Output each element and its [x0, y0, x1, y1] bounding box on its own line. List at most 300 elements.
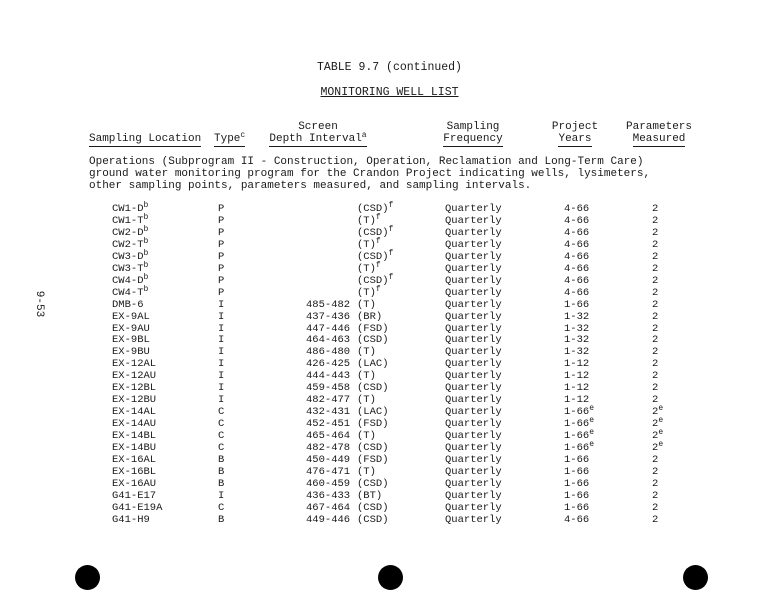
cell-parameters — [652, 358, 658, 370]
cell-parameters-footnote: e — [658, 416, 664, 426]
cell-location-text: EX-14BU — [112, 442, 157, 454]
cell-parameters-footnote: e — [658, 404, 664, 414]
cell-location-text: EX-12AU — [112, 370, 157, 383]
cell-unit — [357, 260, 381, 275]
cell-years — [564, 466, 589, 478]
cell-unit-text: (T) — [357, 370, 376, 383]
cell-years — [564, 502, 589, 514]
cell-unit-text: (CSD) — [357, 203, 389, 215]
cell-parameters — [652, 370, 658, 382]
cell-location-footnote: b — [143, 224, 149, 234]
cell-unit-text: (T) — [357, 346, 376, 359]
cell-frequency: Quarterly — [445, 310, 502, 323]
table-row — [0, 203, 779, 215]
cell-frequency: Quarterly — [445, 286, 502, 299]
cell-unit-text: (CSD) — [357, 513, 389, 526]
cell-type: P — [218, 214, 225, 227]
header-years-line2: Years — [558, 133, 592, 145]
cell-type: P — [218, 238, 225, 251]
cell-years — [564, 299, 589, 311]
cell-parameters — [652, 382, 658, 394]
cell-frequency: Quarterly — [445, 513, 502, 526]
cell-location-footnote: b — [143, 201, 149, 210]
cell-years-text: 1-66 — [564, 453, 590, 466]
cell-location-text: EX-9BL — [112, 334, 150, 347]
cell-location-text: EX-14AU — [112, 418, 157, 431]
table-row — [0, 502, 779, 514]
cell-unit — [357, 358, 389, 370]
cell-parameters — [652, 251, 658, 263]
cell-type: C — [218, 418, 225, 431]
cell-years — [564, 287, 589, 299]
table-row — [0, 346, 779, 358]
cell-unit-text: (CSD) — [357, 442, 389, 454]
cell-years-text: 4-66 — [564, 214, 590, 227]
cell-unit — [357, 299, 376, 311]
cell-unit-text: (CSD) — [357, 334, 389, 347]
cell-years — [564, 382, 589, 394]
cell-interval: 447-446 — [306, 322, 351, 335]
cell-location — [112, 466, 156, 478]
cell-unit — [357, 236, 381, 251]
cell-years — [564, 346, 589, 358]
cell-years — [564, 514, 589, 526]
cell-type: I — [218, 382, 225, 395]
cell-parameters-text: 2 — [652, 501, 659, 514]
cell-unit — [357, 311, 382, 323]
header-type — [214, 133, 245, 145]
cell-frequency: Quarterly — [445, 298, 502, 311]
cell-frequency: Quarterly — [445, 203, 502, 215]
cell-parameters-text: 2 — [652, 226, 659, 239]
cell-years-text: 4-66 — [564, 238, 590, 251]
cell-type: I — [218, 322, 225, 335]
cell-unit — [357, 406, 389, 418]
cell-parameters-text: 2 — [652, 298, 659, 311]
cell-interval: 450-449 — [306, 453, 351, 466]
cell-years — [564, 311, 589, 323]
cell-unit-text: (BR) — [357, 310, 383, 323]
cell-interval: 467-464 — [306, 501, 351, 514]
cell-location-text: CW3-D — [112, 250, 144, 263]
cell-parameters-text: 2 — [652, 418, 659, 431]
table-row — [0, 323, 779, 335]
cell-interval: 464-463 — [306, 334, 351, 347]
cell-type: P — [218, 274, 225, 287]
cell-years-text: 1-12 — [564, 370, 590, 383]
cell-unit-footnote: f — [388, 201, 394, 210]
cell-frequency: Quarterly — [445, 453, 502, 466]
cell-type: B — [218, 477, 225, 490]
cell-years — [564, 370, 589, 382]
cell-location-text: CW4-D — [112, 274, 144, 287]
cell-parameters — [652, 334, 658, 346]
header-screen-footnote: a — [361, 131, 367, 140]
table-row — [0, 224, 779, 239]
cell-parameters-text: 2 — [652, 370, 659, 383]
cell-location — [112, 323, 150, 335]
cell-location — [112, 478, 156, 490]
cell-location-footnote: b — [143, 284, 149, 294]
cell-years-text: 1-32 — [564, 346, 590, 359]
cell-years — [564, 442, 594, 454]
cell-type: B — [218, 453, 225, 466]
cell-location — [112, 418, 156, 430]
cell-type: I — [218, 310, 225, 323]
table-row — [0, 478, 779, 490]
cell-interval: 432-431 — [306, 406, 351, 419]
table-row — [0, 514, 779, 526]
cell-years-text: 4-66 — [564, 274, 590, 287]
cell-parameters-text: 2 — [652, 322, 659, 335]
cell-type: I — [218, 298, 225, 311]
header-project-years — [548, 121, 602, 145]
cell-location-text: EX-12BL — [112, 382, 157, 395]
cell-parameters-text: 2 — [652, 334, 659, 347]
cell-frequency: Quarterly — [445, 394, 502, 407]
cell-parameters-text: 2 — [652, 430, 659, 443]
cell-interval: 459-458 — [306, 382, 351, 395]
cell-location — [112, 370, 156, 382]
cell-years — [564, 478, 589, 490]
cell-type: P — [218, 286, 225, 299]
cell-parameters — [652, 239, 658, 251]
cell-unit — [357, 370, 376, 382]
cell-location-text: DMB-6 — [112, 298, 144, 311]
cell-years-text: 4-66 — [564, 250, 590, 263]
cell-unit — [357, 394, 376, 406]
cell-parameters — [652, 478, 658, 490]
cell-frequency: Quarterly — [445, 442, 502, 454]
cell-years — [564, 251, 589, 263]
cell-parameters — [652, 227, 658, 239]
cell-type: P — [218, 226, 225, 239]
cell-years-text: 1-66 — [564, 430, 590, 443]
table-row — [0, 358, 779, 370]
cell-years-text: 1-12 — [564, 394, 590, 407]
cell-years-text: 1-66 — [564, 418, 590, 431]
cell-parameters-text: 2 — [652, 489, 659, 502]
cell-unit-footnote: f — [388, 272, 394, 282]
header-screen-line1: Screen — [298, 121, 338, 133]
table-subtitle: MONITORING WELL LIST — [320, 86, 459, 99]
header-params-line2: Measured — [632, 133, 686, 145]
cell-unit-text: (T) — [357, 430, 376, 443]
cell-parameters-text: 2 — [652, 442, 659, 454]
cell-location — [112, 299, 144, 311]
intro-paragraph: Operations (Subprogram II - Construction, Operation, Reclamation and Long-Term Care) ground water monitoring program for the Crandon Project indicating wells, lysimeters, other sampling points, parameters measured, and sampling intervals. — [89, 156, 651, 192]
cell-type: B — [218, 513, 225, 526]
cell-unit — [357, 514, 389, 526]
cell-years-text: 1-32 — [564, 334, 590, 347]
cell-parameters-text: 2 — [652, 477, 659, 490]
cell-location-footnote: b — [143, 272, 149, 282]
cell-location-text: EX-9BU — [112, 346, 150, 359]
table-row — [0, 272, 779, 287]
cell-years-text: 1-12 — [564, 358, 590, 371]
cell-years-text: 4-66 — [564, 226, 590, 239]
table-row — [0, 442, 779, 454]
cell-location — [112, 358, 156, 370]
cell-unit-text: (CSD) — [357, 501, 389, 514]
cell-years-text: 4-66 — [564, 286, 590, 299]
cell-parameters-text: 2 — [652, 453, 659, 466]
cell-unit-text: (CSD) — [357, 274, 389, 287]
cell-unit-text: (T) — [357, 298, 376, 311]
cell-interval: 426-425 — [306, 358, 351, 371]
cell-location-text: CW2-T — [112, 238, 144, 251]
cell-location — [112, 382, 156, 394]
cell-years-text: 1-32 — [564, 322, 590, 335]
cell-parameters-text: 2 — [652, 238, 659, 251]
cell-location-text: G41-H9 — [112, 513, 150, 526]
cell-unit-text: (FSD) — [357, 322, 389, 335]
cell-interval: 460-459 — [306, 477, 351, 490]
cell-location-text: EX-9AU — [112, 322, 150, 335]
cell-parameters — [652, 514, 658, 526]
table-row — [0, 299, 779, 311]
cell-unit-footnote: f — [375, 284, 381, 294]
header-frequency-line1: Sampling — [446, 121, 500, 133]
cell-parameters — [652, 215, 658, 227]
cell-parameters — [652, 466, 658, 478]
cell-parameters-text: 2 — [652, 203, 659, 215]
cell-location — [112, 502, 162, 514]
cell-frequency: Quarterly — [445, 226, 502, 239]
cell-location — [112, 406, 156, 418]
header-years-line1: Project — [551, 121, 599, 133]
table-row — [0, 382, 779, 394]
cell-type: C — [218, 406, 225, 419]
cell-location — [112, 490, 156, 502]
cell-type: I — [218, 394, 225, 407]
cell-interval: 482-477 — [306, 394, 351, 407]
cell-frequency: Quarterly — [445, 262, 502, 275]
cell-interval: 476-471 — [306, 465, 351, 478]
cell-years-footnote: e — [589, 416, 595, 426]
cell-years — [564, 490, 589, 502]
cell-parameters — [652, 502, 658, 514]
cell-location-text: EX-16AU — [112, 477, 157, 490]
cell-location — [112, 284, 149, 299]
cell-years-text: 1-32 — [564, 310, 590, 323]
cell-unit-text: (LAC) — [357, 358, 389, 371]
cell-location — [112, 514, 150, 526]
cell-location-text: EX-12BU — [112, 394, 157, 407]
cell-parameters-text: 2 — [652, 214, 659, 227]
cell-interval: 482-478 — [306, 442, 351, 454]
cell-years-text: 1-66 — [564, 298, 590, 311]
table-row — [0, 334, 779, 346]
cell-unit — [357, 284, 381, 299]
cell-location-text: CW3-T — [112, 262, 144, 275]
cell-type: I — [218, 370, 225, 383]
cell-unit-text: (CSD) — [357, 250, 389, 263]
cell-location-text: EX-14AL — [112, 406, 157, 419]
cell-parameters-text: 2 — [652, 286, 659, 299]
cell-location-footnote: b — [143, 260, 149, 270]
header-sampling-location-label: Sampling Location — [89, 133, 202, 145]
cell-unit-text: (CSD) — [357, 226, 389, 239]
cell-parameters-footnote: e — [658, 440, 664, 449]
cell-location — [112, 442, 156, 454]
cell-years — [564, 215, 589, 227]
cell-type: I — [218, 489, 225, 502]
table-title: TABLE 9.7 (continued) — [317, 61, 462, 74]
cell-type: I — [218, 358, 225, 371]
cell-unit — [357, 502, 389, 514]
cell-interval: 449-446 — [306, 513, 351, 526]
cell-frequency: Quarterly — [445, 418, 502, 431]
cell-unit-text: (T) — [357, 262, 376, 275]
cell-location — [112, 346, 150, 358]
cell-years — [564, 334, 589, 346]
cell-type: I — [218, 334, 225, 347]
cell-parameters-text: 2 — [652, 346, 659, 359]
cell-frequency: Quarterly — [445, 477, 502, 490]
cell-unit-text: (T) — [357, 214, 376, 227]
cell-frequency: Quarterly — [445, 406, 502, 419]
cell-unit-footnote: f — [388, 248, 394, 258]
table-row — [0, 454, 779, 466]
cell-type: I — [218, 346, 225, 359]
header-params-line1: Parameters — [626, 121, 693, 133]
cell-frequency: Quarterly — [445, 489, 502, 502]
table-row — [0, 466, 779, 478]
cell-parameters-text: 2 — [652, 406, 659, 419]
cell-location — [112, 334, 150, 346]
cell-years — [564, 263, 589, 275]
cell-parameters-text: 2 — [652, 310, 659, 323]
cell-years — [564, 323, 589, 335]
cell-parameters-text: 2 — [652, 394, 659, 407]
cell-location-text: EX-9AL — [112, 310, 150, 323]
cell-years — [564, 203, 589, 215]
cell-years-text: 1-66 — [564, 501, 590, 514]
header-frequency — [440, 121, 506, 145]
cell-unit-footnote: f — [388, 224, 394, 234]
cell-parameters — [652, 442, 663, 454]
cell-type: P — [218, 262, 225, 275]
cell-years-text: 1-66 — [564, 477, 590, 490]
punch-hole-center — [378, 565, 403, 590]
cell-years-text: 1-66 — [564, 489, 590, 502]
punch-hole-left — [75, 565, 100, 590]
cell-parameters — [652, 263, 658, 275]
cell-unit-text: (CSD) — [357, 477, 389, 490]
cell-location — [112, 394, 156, 406]
cell-unit-text: (T) — [357, 238, 376, 251]
cell-frequency: Quarterly — [445, 370, 502, 383]
cell-unit — [357, 382, 389, 394]
cell-parameters — [652, 287, 658, 299]
cell-frequency: Quarterly — [445, 334, 502, 347]
header-screen — [268, 121, 368, 145]
cell-parameters-text: 2 — [652, 250, 659, 263]
cell-unit-text: (LAC) — [357, 406, 389, 419]
cell-unit-text: (T) — [357, 394, 376, 407]
cell-interval: 436-433 — [306, 489, 351, 502]
cell-type: C — [218, 501, 225, 514]
header-frequency-line2: Frequency — [443, 133, 503, 145]
cell-years-text: 4-66 — [564, 513, 590, 526]
cell-unit — [357, 478, 389, 490]
cell-years-text: 1-66 — [564, 465, 590, 478]
cell-parameters — [652, 323, 658, 335]
cell-unit — [357, 418, 389, 430]
cell-years — [564, 239, 589, 251]
cell-parameters-text: 2 — [652, 274, 659, 287]
cell-type: P — [218, 203, 225, 215]
cell-years-footnote: e — [589, 404, 595, 414]
cell-parameters-text: 2 — [652, 262, 659, 275]
cell-unit-footnote: f — [375, 236, 381, 246]
cell-location — [112, 311, 150, 323]
cell-unit — [357, 430, 376, 442]
cell-location-text: EX-16BL — [112, 465, 157, 478]
cell-parameters — [652, 203, 658, 215]
cell-interval: 437-436 — [306, 310, 351, 323]
cell-location — [112, 454, 156, 466]
cell-unit-footnote: f — [375, 260, 381, 270]
cell-years-text: 4-66 — [564, 203, 590, 215]
cell-interval: 444-443 — [306, 370, 351, 383]
cell-parameters — [652, 454, 658, 466]
cell-unit — [357, 442, 389, 454]
cell-frequency: Quarterly — [445, 250, 502, 263]
cell-years-text: 1-66 — [564, 442, 590, 454]
cell-years-text: 1-66 — [564, 406, 590, 419]
cell-frequency: Quarterly — [445, 322, 502, 335]
cell-location-footnote: b — [143, 236, 149, 246]
cell-unit — [357, 466, 376, 478]
cell-parameters-text: 2 — [652, 382, 659, 395]
cell-type: C — [218, 430, 225, 443]
cell-years — [564, 394, 589, 406]
cell-location-footnote: b — [143, 248, 149, 258]
cell-location-text: G41-E19A — [112, 501, 163, 514]
table-row — [0, 248, 779, 263]
cell-frequency: Quarterly — [445, 382, 502, 395]
table-row — [0, 311, 779, 323]
cell-location-text: CW1-D — [112, 203, 144, 215]
cell-parameters — [652, 346, 658, 358]
cell-type: B — [218, 465, 225, 478]
cell-location-text: EX-16AL — [112, 453, 157, 466]
cell-years — [564, 227, 589, 239]
cell-location — [112, 430, 156, 442]
punch-hole-right — [683, 565, 708, 590]
cell-frequency: Quarterly — [445, 358, 502, 371]
cell-frequency: Quarterly — [445, 430, 502, 443]
cell-type: C — [218, 442, 225, 454]
cell-unit — [357, 490, 382, 502]
cell-parameters — [652, 299, 658, 311]
cell-unit-text: (BT) — [357, 489, 383, 502]
cell-location-text: CW2-D — [112, 226, 144, 239]
cell-unit — [357, 454, 389, 466]
cell-frequency: Quarterly — [445, 465, 502, 478]
cell-type: P — [218, 250, 225, 263]
cell-unit-text: (T) — [357, 465, 376, 478]
cell-unit — [357, 346, 376, 358]
cell-interval: 465-464 — [306, 430, 351, 443]
cell-years-text: 4-66 — [564, 262, 590, 275]
cell-frequency: Quarterly — [445, 214, 502, 227]
cell-years-text: 1-12 — [564, 382, 590, 395]
cell-years — [564, 358, 589, 370]
table-row — [0, 370, 779, 382]
